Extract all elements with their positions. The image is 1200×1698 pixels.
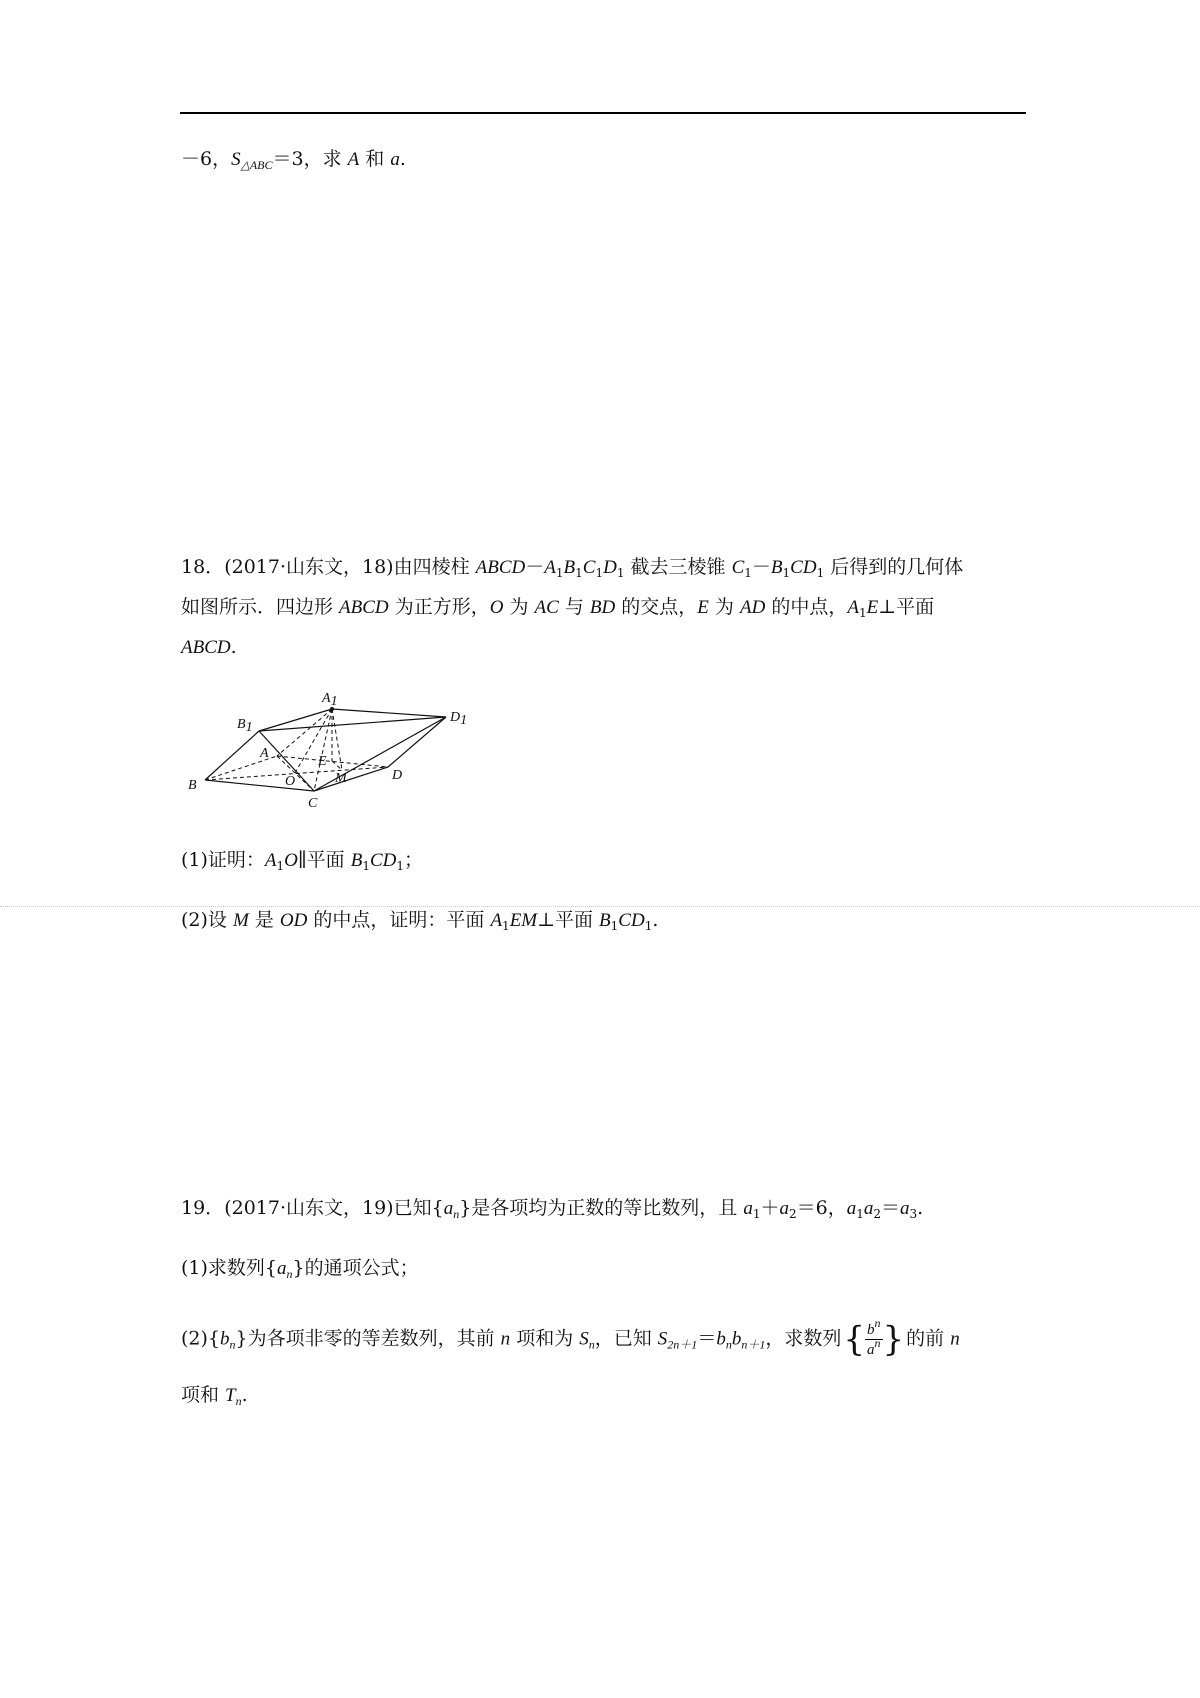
page-divider [0,906,1200,907]
label-C: C [308,796,318,810]
edge-A1-D1 [332,709,446,717]
q19-number: 19． [181,1197,225,1219]
label-B1: B1 [237,717,253,735]
q18-line-1: 18．(2017·山东文，18)由四棱柱 $ABCD-A_1B_1C_1D_1$ 截去三棱锥 $C_1-B_1CD_1$ 后得到的几何体 [181,556,964,580]
hidden-A-C [277,756,314,791]
q18-part1: (1)证明：$A_1O\parallel$平面 $B_1CD_1$； [181,849,424,873]
q18-source: (2017·山东文，18) [224,556,394,578]
q19-part1: (1)求数列$\{a_n\}$的通项公式； [181,1257,419,1281]
edge-D1-D [388,717,446,767]
label-A1: A1 [322,691,338,709]
label-D: D [392,768,403,783]
q19-part2: $(2)\{b_n\}$为各项非零的等差数列，其前 n 项和为 $S_n$，已知 $S_{2n+1}=b_nb_{n+1}$，求数列{ $\frac{b^n}{a^n}$ } 的前 n [181,1316,960,1360]
sequence-fraction: { $\frac{b^n}{a^n}$ } [843,1316,905,1360]
header-rule [180,112,1026,114]
prism-figure [180,685,480,810]
q18-number: 18． [181,556,225,578]
label-D1: D1 [450,710,468,728]
edge-B-B1 [205,731,259,780]
q19-line-3: 项和 $T_n$. [181,1384,248,1408]
label-A: A [260,746,269,761]
edge-B-C [205,780,314,791]
q18-line-3: ABCD. [181,636,237,658]
edge-C-D1 [314,717,446,791]
q19-source: (2017·山东文，19) [224,1197,394,1219]
continuation-line: －6，$S_{\triangle ABC}=3$，求 A 和 a. [181,148,406,172]
label-M: M [335,771,347,786]
hidden-B-D [205,767,388,780]
q18-part2: (2)设 M 是 OD 的中点，证明：平面 $A_1EM\perp$平面 $B_1CD_1$. [181,909,659,933]
hidden-A1-M [332,709,342,770]
edge-B1-D1 [259,717,446,731]
q18-line-2: 如图所示．四边形 ABCD 为正方形，O 为 AC 与 BD 的交点，E 为 AD 的中点，$A_1E\perp$平面 [181,596,935,620]
hidden-A1-A [277,709,332,756]
q19-line-1: 19．(2017·山东文，19)已知$\{a_n\}$是各项均为正数的等比数列，且 $a_1+a_2=6$，$a_1a_2=a_3$. [181,1197,924,1221]
hidden-A1-C [314,709,332,791]
label-B: B [188,778,197,793]
label-O: O [285,774,296,789]
label-E: E [318,754,327,769]
